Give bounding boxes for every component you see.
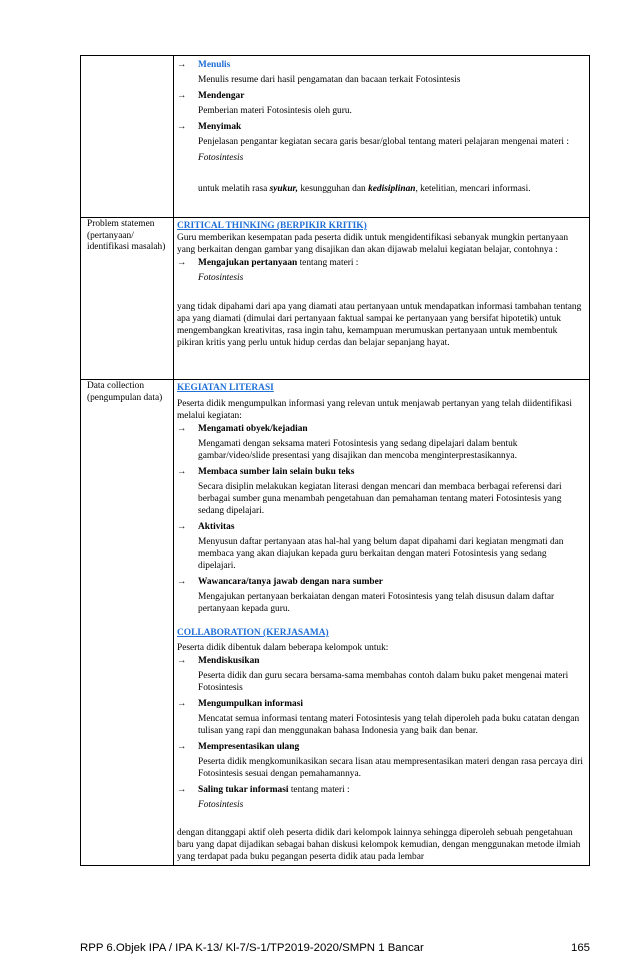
closing-text [174, 183, 583, 195]
closing-text: dengan ditanggapi aktif oleh peserta didik dari kelompok lainnya sehingga diperoleh sebuah pengetahuan baru yang dapat dijadikan sebagai bahan diskusi kelompok kemudian, dengan menggunakan metode ilmiah yang terdapat pada buku pegangan peserta didik atau pada lembar [177, 828, 581, 862]
label-cell [81, 380, 174, 866]
arrow-icon: → [177, 742, 187, 752]
step-rest: tentang materi : [288, 785, 350, 795]
arrow-icon: → [177, 91, 187, 101]
row-label: Data collection (pengumpulan data) [87, 381, 163, 403]
arrow-icon: → [177, 577, 187, 587]
topic-text: Fotosintesis [198, 273, 244, 283]
step-title: Wawancara/tanya jawab dengan nara sumber [198, 577, 383, 587]
step-desc: Secara disiplin melakukan kegiatan literasi dengan mencari dan membaca berbagai referensi dari berbagai sumber guna menambah pengetahuan dan pemahaman tentang materi Fotosintesis yang sedang dipelajari. [198, 482, 562, 516]
intro-text: Peserta didik mengumpulkan informasi yang relevan untuk menjawab pertanyan yang telah diidentifikasi melalui kegiatan: [177, 399, 572, 421]
step-item [174, 423, 583, 435]
closing-emph: syukur, [269, 184, 299, 194]
content-cell [174, 218, 590, 380]
step-title: Saling tukar informasi [198, 785, 289, 795]
step-item [174, 741, 583, 753]
arrow-icon: → [177, 424, 187, 434]
arrow-icon: → [177, 60, 187, 70]
step-title: Mengajukan pertanyaan [198, 258, 298, 268]
closing-part: kesungguhan dan [298, 184, 369, 194]
row-label: Problem statemen (pertanyaan/ identifikasi masalah) [87, 219, 166, 253]
step-desc: Menyusun daftar pertanyaan atas hal-hal yang belum dapat dipahami dari kegiatan mengmati dan membaca yang akan diajukan kepada guru berkaitan dengan materi Fotosintesis yang sedang dipelajari. [198, 537, 564, 571]
table-row [81, 218, 590, 380]
step-desc: Peserta didik mengkomunikasikan secara lisan atau mempresentasikan materi dengan rasa percaya diri Fotosintesis sesuai dengan pemahamannya. [198, 757, 584, 779]
step-title: Menulis [198, 60, 231, 70]
step-title: Mengumpulkan informasi [198, 699, 303, 709]
step-title: Mendiskusikan [198, 656, 260, 666]
arrow-icon: → [177, 467, 187, 477]
closing-emph: kedisiplinan [368, 184, 416, 194]
content-cell [174, 56, 590, 218]
step-desc: Menulis resume dari hasil pengamatan dan bacaan terkait Fotosintesis [198, 75, 461, 85]
step-menyimak [174, 121, 583, 133]
step-desc: Mengamati dengan seksama materi Fotosintesis yang sedang dipelajari dalam bentuk gambar/video/slide presentasi yang disajikan dan mencoba menginterprestasikannya. [198, 439, 518, 461]
step-item [174, 521, 583, 533]
section-heading: CRITICAL THINKING (BERPIKIR KRITIK) [177, 221, 367, 231]
step-desc: Mengajukan pertanyaan berkaiatan dengan materi Fotosintesis yang telah disusun dalam daftar pertanyaan kepada guru. [198, 592, 555, 614]
step-desc: Mencatat semua informasi tentang materi Fotosintesis yang telah diperoleh pada buku catatan dengan tulisan yang rapi dan menggunakan bahasa Indonesia yang baik dan benar. [198, 714, 580, 736]
arrow-icon: → [177, 785, 187, 795]
page-number: 165 [570, 942, 590, 954]
lesson-plan-table [80, 55, 590, 866]
footer-doc-ref: RPP 6.Objek IPA / IPA K-13/ Kl-7/S-1/TP2019-2020/SMPN 1 Bancar [80, 942, 424, 954]
step-title: Membaca sumber lain selain buku teks [198, 467, 355, 477]
step-question [174, 257, 583, 269]
arrow-icon: → [177, 699, 187, 709]
intro-text: Guru memberikan kesempatan pada peserta didik untuk mengidentifikasi sebanyak mungkin pertanyaan yang berkaitan dengan gambar yang disajikan dan akan dijawab melalui kegiatan belajar, contohnya : [177, 233, 569, 255]
topic-text: Fotosintesis [198, 800, 244, 810]
step-mendengar [174, 90, 583, 102]
step-title: Mengamati obyek/kejadian [198, 424, 308, 434]
step-desc: Pemberian materi Fotosintesis oleh guru. [198, 106, 352, 116]
closing-part: , ketelitian, mencari informasi. [415, 184, 531, 194]
step-desc: Peserta didik dan guru secara bersama-sama membahas contoh dalam buku paket mengenai materi Fotosintesis [198, 671, 569, 693]
table-row [81, 56, 590, 218]
step-item [174, 466, 583, 478]
step-title: Menyimak [198, 122, 242, 132]
label-cell-empty [81, 56, 174, 218]
table-row [81, 380, 590, 866]
step-desc: Penjelasan pengantar kegiatan secara garis besar/global tentang materi pelajaran mengenai materi : [198, 137, 569, 147]
step-title: Aktivitas [198, 522, 235, 532]
closing-part: untuk melatih rasa [198, 184, 270, 194]
intro-text: Peserta didik dibentuk dalam beberapa kelompok untuk: [177, 643, 389, 653]
step-rest: tentang materi : [297, 258, 359, 268]
step-title: Mendengar [198, 91, 245, 101]
step-item [174, 784, 583, 796]
content-cell [174, 380, 590, 866]
step-item [174, 576, 583, 588]
arrow-icon: → [177, 258, 187, 268]
step-menulis [174, 59, 583, 71]
arrow-icon: → [177, 522, 187, 532]
section-heading: COLLABORATION (KERJASAMA) [177, 628, 329, 638]
arrow-icon: → [177, 122, 187, 132]
step-title: Mempresentasikan ulang [198, 742, 300, 752]
step-item [174, 655, 583, 667]
arrow-icon: → [177, 656, 187, 666]
section-heading: KEGIATAN LITERASI [177, 383, 274, 393]
closing-text: yang tidak dipahami dari apa yang diamati atau pertanyaan untuk mendapatkan informasi tambahan tentang apa yang diamati (dimulai dari pertanyaan faktual sampai ke pertanyaan yang bersifat hipotetik) untuk mengembangkan kreativitas, rasa ingin tahu, kemampuan merumuskan pertanyaan untuk membentuk pikiran kritis yang perlu untuk hidup cerdas dan belajar sepanjang hayat. [177, 302, 582, 348]
label-cell [81, 218, 174, 380]
topic-text: Fotosintesis [198, 153, 244, 163]
page-footer [80, 942, 590, 954]
step-item [174, 698, 583, 710]
